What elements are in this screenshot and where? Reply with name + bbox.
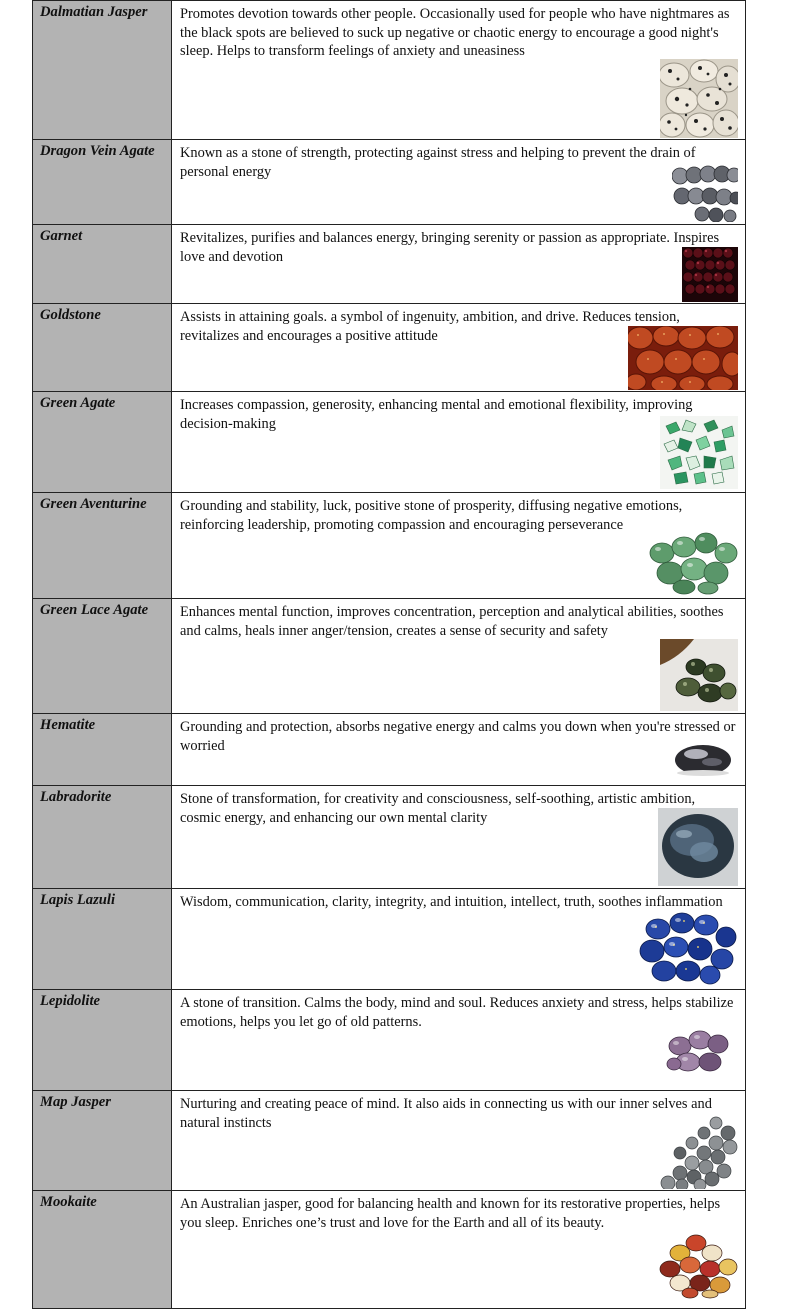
stone-name-cell <box>32 714 172 785</box>
labradorite-cabochon-icon <box>658 808 738 886</box>
stone-name: Green Agate <box>40 395 116 411</box>
stone-description: An Australian jasper, good for balancing health and known for its restorative properties, helps you sleep. Enriches one’s trust and love for the Earth and all of its beauty. <box>180 1196 721 1231</box>
table-row <box>32 303 746 391</box>
stone-description: Stone of transformation, for creativity and consciousness, self-soothing, artistic ambition, cosmic energy, and enhancing our own mental clarity <box>180 791 696 826</box>
stone-name: Garnet <box>40 228 83 244</box>
stone-name-cell <box>32 990 172 1090</box>
stone-description: Nurturing and creating peace of mind. It also aids in connecting us with our inner selves and natural instincts <box>180 1096 712 1131</box>
spotted-white-stones-icon <box>660 59 738 138</box>
stone-description-cell <box>172 889 746 989</box>
stone-description-cell <box>172 714 746 785</box>
stone-description-cell <box>172 1 746 139</box>
stone-description: Revitalizes, purifies and balances energy, bringing serenity or passion as appropriate. Inspires love and devotion <box>180 230 720 265</box>
stone-description-cell <box>172 225 746 303</box>
green-tumbled-stones-icon <box>646 531 738 595</box>
table-row <box>32 713 746 785</box>
stone-name: Map Jasper <box>40 1094 111 1110</box>
stone-description: Enhances mental function, improves concentration, perception and analytical abilities, soothes and calms, heals inner anger/tension, creates a sense of security and safety <box>180 604 724 639</box>
dark-green-stones-icon <box>660 639 738 711</box>
stone-name: Labradorite <box>40 789 112 805</box>
stone-name: Goldstone <box>40 307 101 323</box>
stone-name: Mookaite <box>40 1194 97 1210</box>
stone-description-cell <box>172 392 746 492</box>
stone-description: Known as a stone of strength, protecting against stress and helping to prevent the drain of personal energy <box>180 145 696 180</box>
stone-description-cell <box>172 990 746 1090</box>
table-row <box>32 492 746 598</box>
stone-name-cell <box>32 786 172 888</box>
table-row <box>32 989 746 1090</box>
table-row <box>32 139 746 224</box>
stone-name-cell <box>32 1091 172 1190</box>
table-row <box>32 598 746 713</box>
stone-description: Promotes devotion towards other people. Occasionally used for people who have nightmares as the black spots are believed to suck up negative or chaotic energy to encourage a good night's sleep. Helps to transform feelings of anxiety and uneasiness <box>180 6 730 60</box>
stone-description-cell <box>172 304 746 391</box>
stone-name-cell <box>32 493 172 598</box>
stone-description: Assists in attaining goals. a symbol of ingenuity, ambition, and drive. Reduces tension, revitalizes and encourages a positive attitude <box>180 309 680 344</box>
stone-name: Hematite <box>40 717 96 733</box>
stone-description-cell <box>172 1191 746 1308</box>
stone-name-cell <box>32 599 172 713</box>
stone-description: Grounding and protection, absorbs negative energy and calms you down when you're stressed or worried <box>180 719 736 754</box>
stone-name-cell <box>32 1191 172 1308</box>
stone-name-cell <box>32 304 172 391</box>
stone-description: A stone of transition. Calms the body, mind and soul. Reduces anxiety and stress, helps stabilize emotions, helps you let go of old patterns. <box>180 995 734 1030</box>
table-row <box>32 0 746 139</box>
dark-red-bead-strand-icon <box>682 247 738 302</box>
stone-description: Increases compassion, generosity, enhancing mental and emotional flexibility, improving decision-making <box>180 397 693 432</box>
table-row <box>32 391 746 492</box>
table-row <box>32 224 746 303</box>
stone-name: Green Aventurine <box>40 496 147 512</box>
stone-name-cell <box>32 140 172 224</box>
stone-description-cell <box>172 786 746 888</box>
stone-name: Green Lace Agate <box>40 602 149 618</box>
stone-name: Dalmatian Jasper <box>40 4 148 20</box>
table-row <box>32 785 746 888</box>
table-row <box>32 1190 746 1309</box>
stone-description-cell <box>172 1091 746 1190</box>
stone-name-cell <box>32 392 172 492</box>
multicolor-tumbled-stones-icon <box>658 1233 738 1299</box>
blue-tumbled-stones-icon <box>638 911 738 987</box>
copper-tumbled-stones-icon <box>628 326 738 390</box>
table-row <box>32 888 746 989</box>
stone-name-cell <box>32 889 172 989</box>
stone-description-cell <box>172 140 746 224</box>
stone-name: Lapis Lazuli <box>40 892 116 908</box>
grey-matte-bead-strand-icon <box>660 1113 738 1189</box>
metallic-stone-icon <box>672 740 734 778</box>
table-row <box>32 1090 746 1190</box>
lilac-tumbled-stones-icon <box>658 1022 738 1076</box>
stone-name-cell <box>32 1 172 139</box>
stone-description-cell <box>172 493 746 598</box>
grey-bead-strand-icon <box>672 162 738 222</box>
stone-description: Grounding and stability, luck, positive stone of prosperity, diffusing negative emotions, reinforcing leadership, promoting compassion and encouraging perseverance <box>180 498 683 533</box>
stone-description: Wisdom, communication, clarity, integrity, and intuition, intellect, truth, soothes inflammation <box>180 894 723 910</box>
green-chips-icon <box>660 416 738 489</box>
stone-name-cell <box>32 225 172 303</box>
stone-description-cell <box>172 599 746 713</box>
stone-name: Dragon Vein Agate <box>40 143 155 159</box>
stone-name: Lepidolite <box>40 993 100 1009</box>
